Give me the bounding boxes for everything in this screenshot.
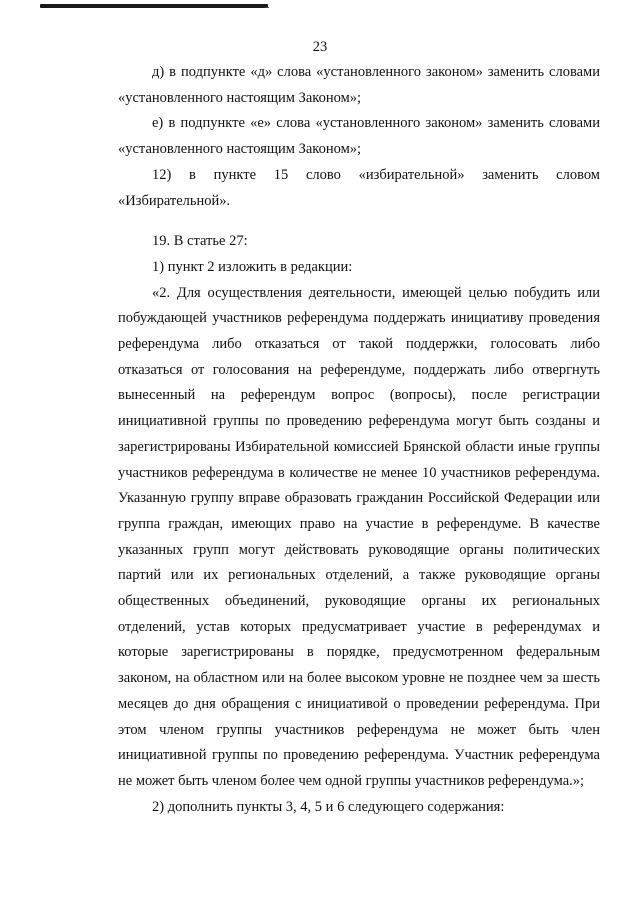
paragraph-d: д) в подпункте «д» слова «установленного законом» заменить словами «установленного настоящим Законом»; [118,64,600,106]
quoted-point-2: «2. Для осуществления деятельности, имеющей целью побудить или побуждающей участников референдума поддержать инициативу проведения референдума либо отказаться от такой поддержки, голосовать либо отказаться от голосования на референдуме, поддержать либо отвергнуть вынесенный на референдум вопрос (вопросы), после регистрации инициативной группы по проведению референдума могут быть созданы и зарегистрированы Избирательной комиссией Брянской области иные группы участников референдума в количестве не менее 10 участников референдума. Указанную группу вправе образовать гражданин Российской Федерации или группа граждан, имеющих право на участие в референдуме. В качестве указанных групп могут действовать руководящие органы политических партий или их региональных отделений, а также руководящие органы общественных объединений, руководящие органы их региональных отделений, устав которых предусматривает участие в референдумах и которые зарегистрированы в порядке, предусмотренном федеральным законом, на областном или на более высоком уровне не позднее чем за шесть месяцев до дня обращения с инициативой о проведении референдума. При этом членом группы участников референдума не может быть член инициативной группы по проведению референдума. Участник референдума не может быть членом более чем одной группы участников референдума.»; [118,284,600,789]
paragraph-e: е) в подпункте «е» слова «установленного законом» заменить словами «установленного настоящим Законом»; [118,115,600,158]
page-number: 23 [312,39,328,55]
paragraph-12: 12) в пункте 15 слово «избирательной» заменить словом «Избирательной». [118,166,600,209]
article-27-heading: 19. В статье 27: [152,233,248,250]
scan-edge-artifact [40,4,268,8]
document-body [118,60,600,820]
item-1-intro: 1) пункт 2 изложить в редакции: [152,258,353,275]
scan-edge-artifact-tail [265,7,269,8]
item-2-intro: 2) дополнить пункты 3, 4, 5 и 6 следующего содержания: [152,798,505,815]
